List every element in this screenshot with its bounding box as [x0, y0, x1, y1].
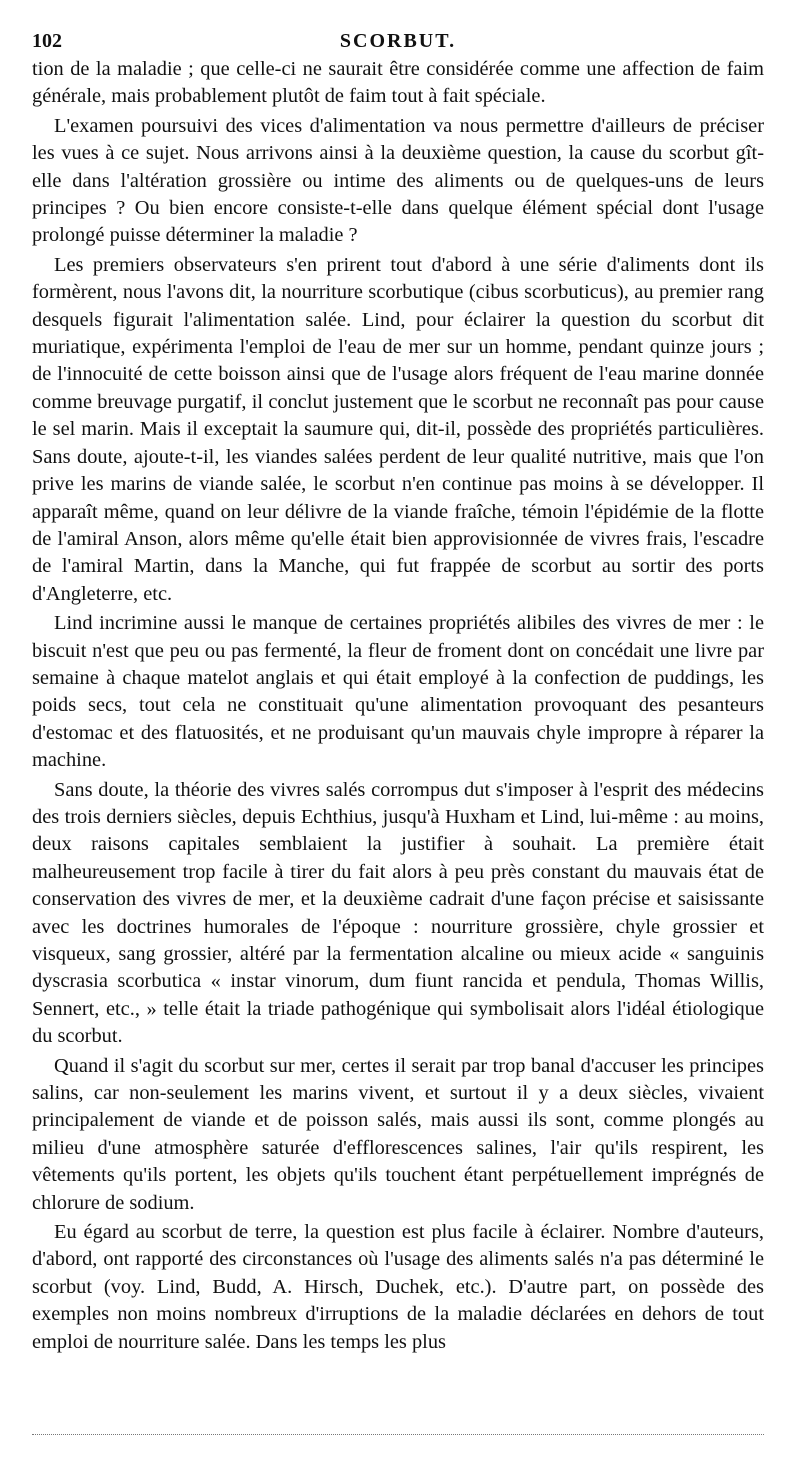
- paragraph: Quand il s'agit du scorbut sur mer, certes il serait par trop banal d'accuser les principes salins, car non-seulement les marins vivent, et surtout il y a deux siècles, vivaient principalement de viande et de poisson salés, mais aussi ils sont, comme plongés au milieu d'une atmosphère saturée d'efflorescences salines, l'air qu'ils respirent, les vêtements qu'ils portent, les objets qu'ils touchent étant perpétuellement imprégnés de chlorure de sodium.: [32, 1054, 764, 1214]
- paragraph: Sans doute, la théorie des vivres salés corrompus dut s'imposer à l'esprit des médecins des trois derniers siècles, depuis Echthius, jusqu'à Huxham et Lind, lui-même : au moins, deux raisons capitales semblaient la justifier à souhait. La première était malheureusement trop facile à tirer du fait alors à peu près constant du mauvais état de conservation des vivres de mer, et la deuxième cadrait d'une façon précise et saisissante avec les doctrines humorales de l'époque : nourriture grossière, chyle grossier et visqueux, sang grossier, altéré par la fermentation alcaline ou mieux acide « sanguinis dyscrasia scorbutica « instar vinorum, dum fiunt rancida et pendula, Thomas Willis, Sennert, etc., » telle était la triade pathogénique qui symbolisait alors l'idéal étiologique du scorbut.: [32, 778, 764, 1048]
- book-page: [32, 30, 764, 1356]
- body-text: [32, 56, 764, 1356]
- page-header: [32, 30, 764, 56]
- paragraph: Lind incrimine aussi le manque de certaines propriétés alibiles des vivres de mer : le biscuit n'est que peu ou pas fermenté, la fleur de froment dont on concédait une livre par semaine à chaque matelot anglais et qui était employé à la confection de puddings, les poids secs, tout cela ne constituait qu'une alimentation provoquant des pesanteurs d'estomac et des flatuosités, et ne produisant qu'un mauvais chyle impropre à réparer la machine.: [32, 612, 764, 772]
- paragraph: Eu égard au scorbut de terre, la question est plus facile à éclairer. Nombre d'auteurs, d'abord, ont rapporté des circonstances où l'usage des aliments salés n'a pas déterminé le scorbut (voy. Lind, Budd, A. Hirsch, Duchek, etc.). D'autre part, on possède des exemples non moins nombreux d'irruptions de la maladie déclarées en dehors de tout emploi de nourriture salée. Dans les temps les plus: [32, 1221, 764, 1353]
- bottom-rule: [32, 1434, 764, 1435]
- paragraph-continuation: tion de la maladie ; que celle-ci ne saurait être considérée comme une affection de faim générale, mais probablement plutôt de faim tout à fait spéciale.: [32, 58, 764, 108]
- page-number: 102: [32, 30, 62, 52]
- paragraph: L'examen poursuivi des vices d'alimentation va nous permettre d'ailleurs de préciser les vues à ce sujet. Nous arrivons ainsi à la deuxième question, la cause du scorbut gît-elle dans l'altération grossière ou intime des aliments ou de quelques-uns de leurs principes ? Ou bien encore consiste-t-elle dans quelque élément spécial dont l'usage prolongé puisse déterminer la maladie ?: [32, 114, 764, 247]
- paragraph: Les premiers observateurs s'en prirent tout d'abord à une série d'aliments dont ils formèrent, nous l'avons dit, la nourriture scorbutique (cibus scorbuticus), au premier rang desquels figurait l'alimentation salée. Lind, pour éclairer la question du scorbut dit muriatique, expérimenta l'emploi de l'eau de mer sur un homme, pendant quinze jours ; de l'innocuité de cette boisson ainsi que de l'usage alors fréquent de l'eau marine donnée comme breuvage purgatif, il conclut justement que le scorbut ne reconnaît pas pour cause le sel marin. Mais il exceptait la saumure qui, dit-il, possède des propriétés particulières. Sans doute, ajoute-t-il, les viandes salées perdent de leur qualité nutritive, mais que l'on prive les marins de viande salée, le scorbut n'en continue pas moins à se développer. Il apparaît même, quand on leur délivre de la viande fraîche, témoin l'épidémie de la flotte de l'amiral Anson, alors même qu'elle était bien approvisionnée de vivres frais, l'escadre de l'amiral Martin, dans la Manche, qui fut frappée de scorbut au sortir des ports d'Angleterre, etc.: [32, 253, 764, 605]
- running-title: SCORBUT.: [339, 30, 457, 52]
